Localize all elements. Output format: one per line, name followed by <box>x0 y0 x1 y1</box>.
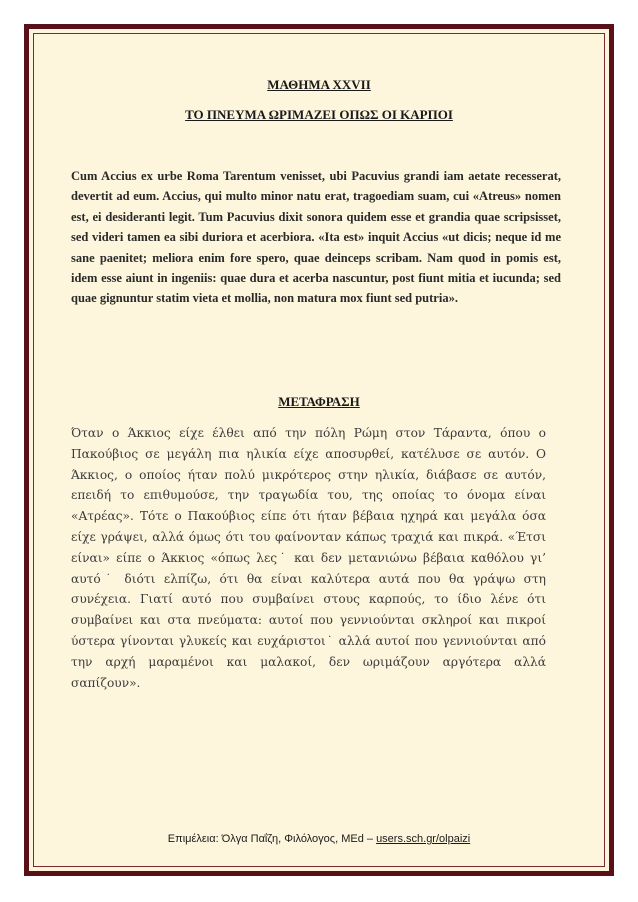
lesson-subtitle: ΤΟ ΠΝΕΥΜΑ ΩΡΙΜΑΖΕΙ ΟΠΩΣ ΟΙ ΚΑΡΠΟΙ <box>185 107 453 122</box>
footer-link[interactable]: users.sch.gr/olpaizi <box>376 833 471 845</box>
footer-credit: Επιμέλεια: Όλγα Παΐζη, Φιλόλογος, MEd – <box>167 833 377 845</box>
greek-translation: Όταν ο Άκκιος είχε έλθει από την πόλη Ρώμη στον Τάραντα, όπου ο Πακούβιος σε μεγάλη πια ηλικία είχε αποσυρθεί, κατέλυσε σε αυτόν. Ο Άκκιος, ο οποίος ήταν πολύ μικρότερος στην ηλικία, διάβασε σε αυτόν, επειδή το επιθυμούσε, την τραγωδία του, της οποίας το όνομα είναι «Ατρέας». Τότε ο Πακούβιος είπε ότι ήταν βέβαια ηχηρά και μεγάλα όσα είχε γράψει, αλλά όμως ότι του φαίνονταν κάπως τραχιά και πικρά. «Έτσι είναι» είπε ο Άκκιος «όπως λες˙ και δεν μετανιώνω βέβαια καθόλου γι’ αυτό˙ διότι ελπίζω, ότι θα είναι καλύτερα αυτά που θα γράψω στη συνέχεια. Γιατί αυτό που συμβαίνει στους καρπούς, το ίδιο λένε ότι συμβαίνει και στα πνεύματα: αυτοί που γεννιούνται σκληροί και πικροί ύστερα γίνονται γλυκείς και ευχάριστοι˙ αλλά αυτοί που γεννιούνται από την αρχή μαραμένοι και μαλακοί, δεν ωριμάζουν αργότερα αλλά σαπίζουν». <box>71 426 546 690</box>
latin-passage: Cum Accius ex urbe Roma Tarentum venisset, ubi Pacuvius grandi iam aetate recesserat, devertit ad eum. Accius, qui multo minor natu erat, tragoediam suam, cui «Atreus» nomen est, ei desideranti legit. Tum Pacuvius dixit sonora quidem esse et grandia quae scripsisset, sed videri tamen ea sibi duriora et acerbiora. «Ita est» inquit Accius «ut dicis; neque id me sane paenitet; meliora enim fore spero, quae deinceps scribam. Nam quod in pomis est, idem esse aiunt in ingeniis: quae dura et acerba nascuntur, post fiunt mitia et iucunda; sed quae gignuntur statim vieta et mollia, non matura mox fiunt sed putria». <box>71 169 561 306</box>
lesson-title: ΜΑΘΗΜΑ XXVII <box>267 77 371 92</box>
footer <box>0 833 638 845</box>
translation-heading: ΜΕΤΑΦΡΑΣΗ <box>278 394 360 409</box>
